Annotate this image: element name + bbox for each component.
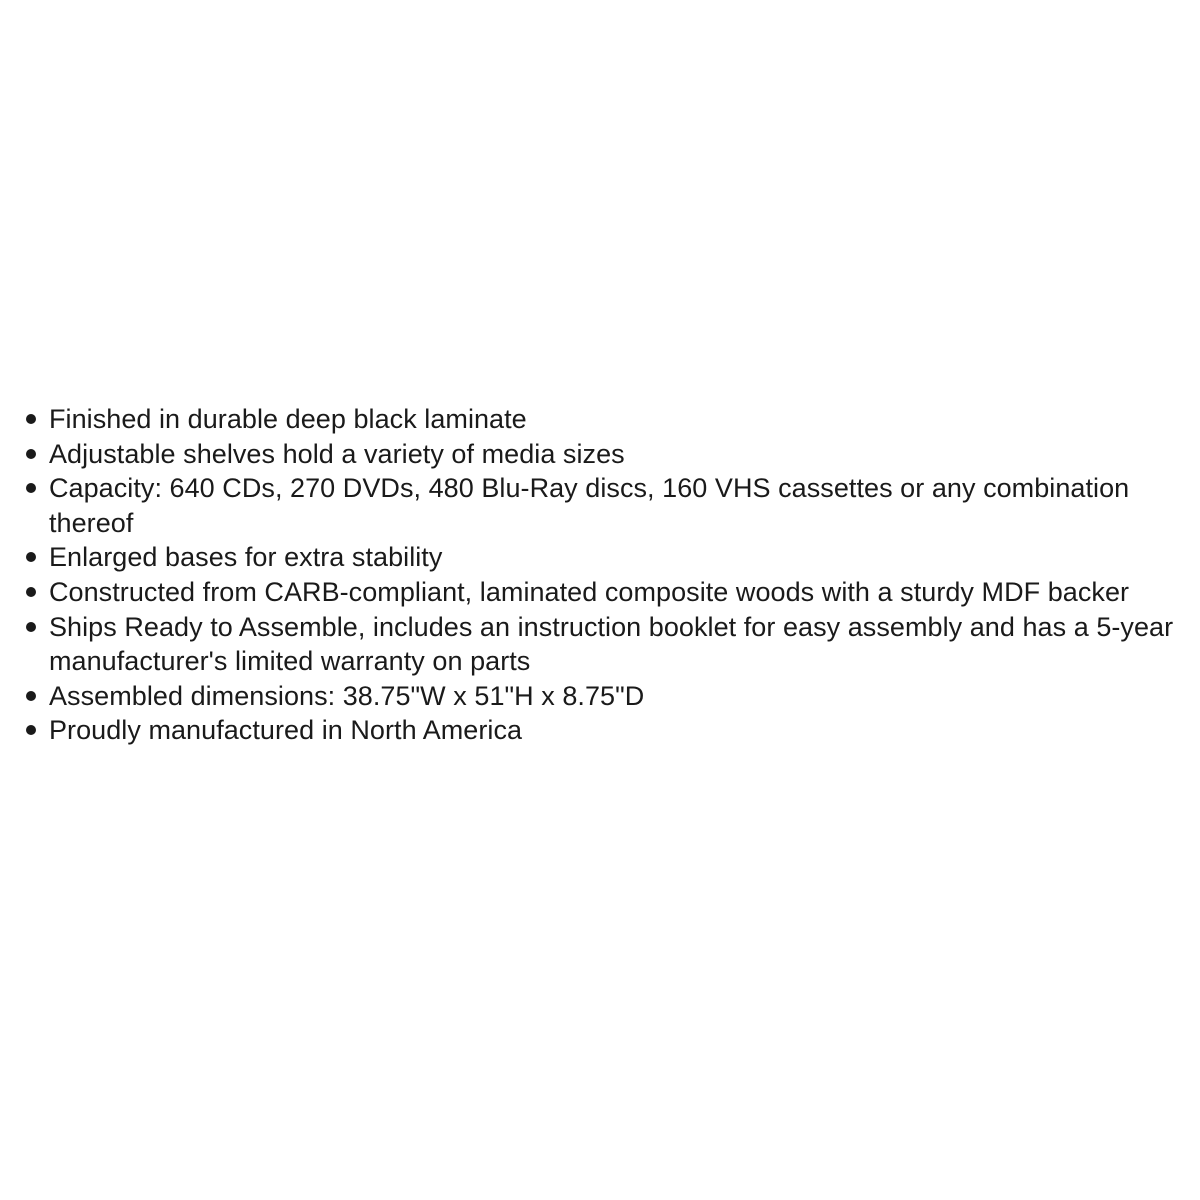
feature-text: Proudly manufactured in North America	[49, 715, 523, 746]
bullet-icon	[22, 540, 49, 575]
feature-text: Constructed from CARB-compliant, laminated composite woods with a sturdy MDF backer	[49, 576, 1130, 607]
feature-text: Enlarged bases for extra stability	[49, 542, 443, 573]
feature-text: Adjustable shelves hold a variety of media sizes	[49, 438, 625, 469]
list-item	[22, 679, 1182, 714]
bullet-icon	[22, 713, 49, 748]
feature-list	[22, 402, 1182, 748]
bullet-icon	[22, 471, 49, 506]
feature-text: Ships Ready to Assemble, includes an instruction booklet for easy assembly and has a 5-year manufacturer's limited warranty on parts	[49, 611, 1174, 677]
list-item	[22, 402, 1182, 437]
bullet-icon	[22, 679, 49, 714]
feature-text: Finished in durable deep black laminate	[49, 404, 527, 434]
list-item	[22, 713, 1182, 748]
list-item	[22, 575, 1182, 610]
bullet-icon	[22, 402, 49, 437]
feature-text: Assembled dimensions: 38.75"W x 51"H x 8.75"D	[49, 680, 645, 711]
bullet-icon	[22, 437, 49, 472]
feature-text: Capacity: 640 CDs, 270 DVDs, 480 Blu-Ray discs, 160 VHS cassettes or any combination thereof	[49, 473, 1130, 538]
list-item	[22, 540, 1182, 575]
list-item	[22, 610, 1182, 679]
list-item	[22, 437, 1182, 472]
bullet-icon	[22, 575, 49, 610]
bullet-icon	[22, 610, 49, 645]
list-item	[22, 471, 1182, 540]
